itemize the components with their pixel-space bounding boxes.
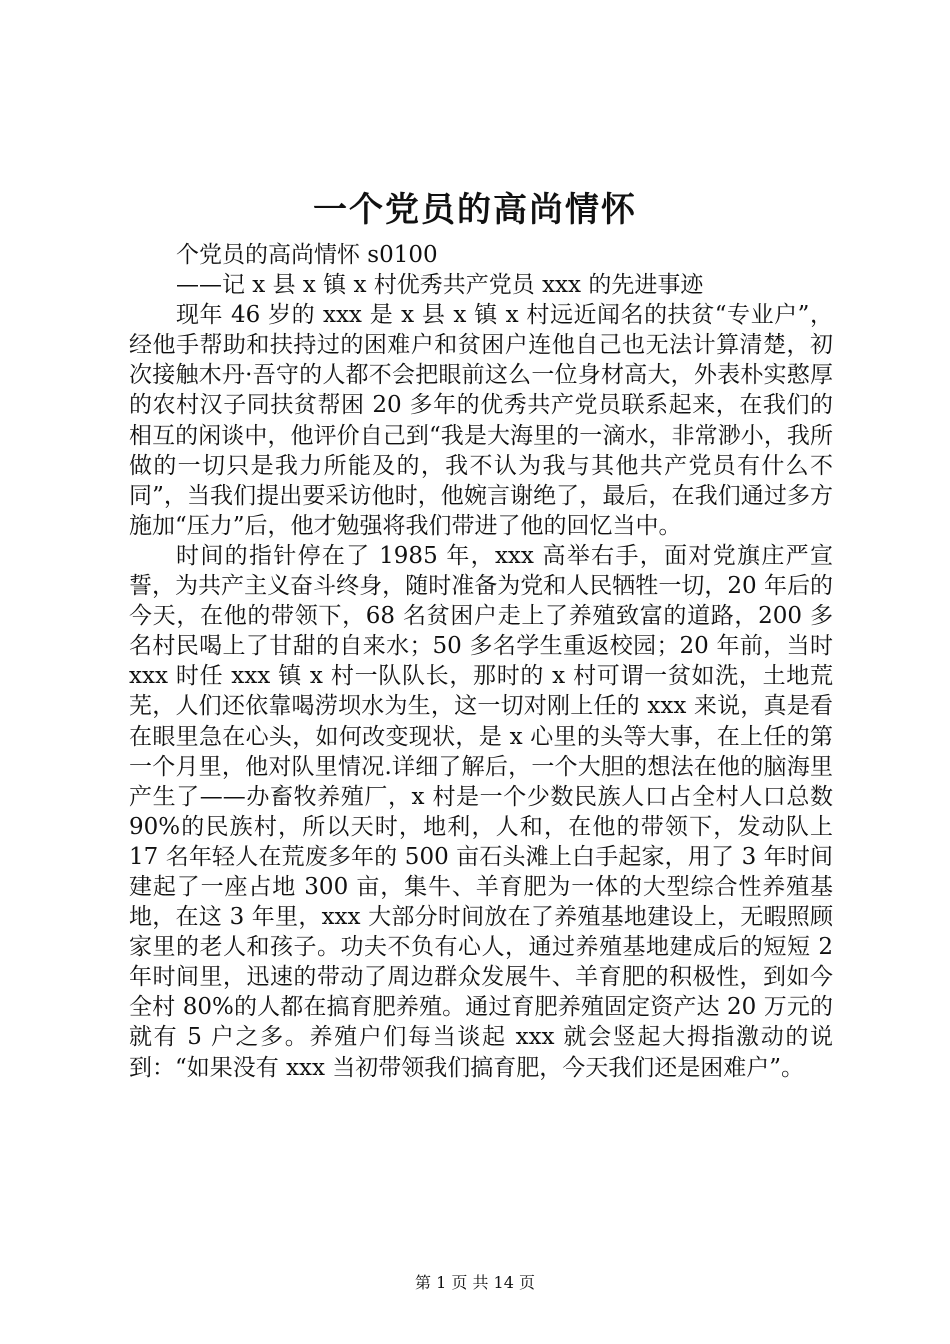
document-body [129, 240, 833, 1083]
subtitle-line-1: 个党员的高尚情怀 s0100 [176, 242, 438, 268]
paragraph-1: 现年 46 岁的 xxx 是 x 县 x 镇 x 村远近闻名的扶贫“专业户”，经他手帮助和扶持过的困难户和贫困户连他自己也无法计算清楚，初次接触木丹·吾守的人都不会把眼前这么一位身材高大，外表朴实憨厚的农村汉子同扶贫帮困 20 多年的优秀共产党员联系起来，在我们的相互的闲谈中，他评价自己到“我是大海里的一滴水，非常渺小，我所做的一切只是我力所能及的，我不认为我与其他共产党员有什么不同”，当我们提出要采访他时，他婉言谢绝了，最后，在我们通过多方施加“压力”后，他才勉强将我们带进了他的回忆当中。 [129, 302, 833, 539]
paragraph-2: 时间的指针停在了 1985 年，xxx 高举右手，面对党旗庄严宣誓，为共产主义奋斗终身，随时准备为党和人民牺牲一切，20 年后的今天，在他的带领下，68 名贫困户走上了养殖致富的道路，200 多名村民喝上了甘甜的自来水；50 多名学生重返校园；20 年前，当时 xxx 时任 xxx 镇 x 村一队队长，那时的 x 村可谓一贫如洗，土地荒芜，人们还依靠喝涝坝水为生，这一切对刚上任的 xxx 来说，真是看在眼里急在心头，如何改变现状，是 x 心里的头等大事，在上任的第一个月里，他对队里情况.详细了解后，一个大胆的想法在他的脑海里产生了——办畜牧养殖厂，x 村是一个少数民族人口占全村人口总数 90%的民族村，所以天时，地利，人和，在他的带领下，发动队上 17 名年轻人在荒废多年的 500 亩石头滩上白手起家，用了 3 年时间建起了一座占地 300 亩，集牛、羊育肥为一体的大型综合性养殖基地，在这 3 年里，xxx 大部分时间放在了养殖基地建设上，无暇照顾家里的老人和孩子。功夫不负有心人，通过养殖基地建成后的短短 2 年时间里，迅速的带动了周边群众发展牛、羊育肥的积极性，到如今全村 80%的人都在搞育肥养殖。通过育肥养殖固定资产达 20 万元的就有 5 户之多。养殖户们每当谈起 xxx 就会竖起大拇指激动的说到：“如果没有 xxx 当初带领我们搞育肥，今天我们还是困难户”。 [129, 542, 833, 1081]
page-footer: 第 1 页 共 14 页 [415, 1273, 535, 1292]
subtitle-line-2: ——记 x 县 x 镇 x 村优秀共产党员 xxx 的先进事迹 [176, 272, 704, 299]
document-title: 一个党员的高尚情怀 [313, 190, 637, 230]
